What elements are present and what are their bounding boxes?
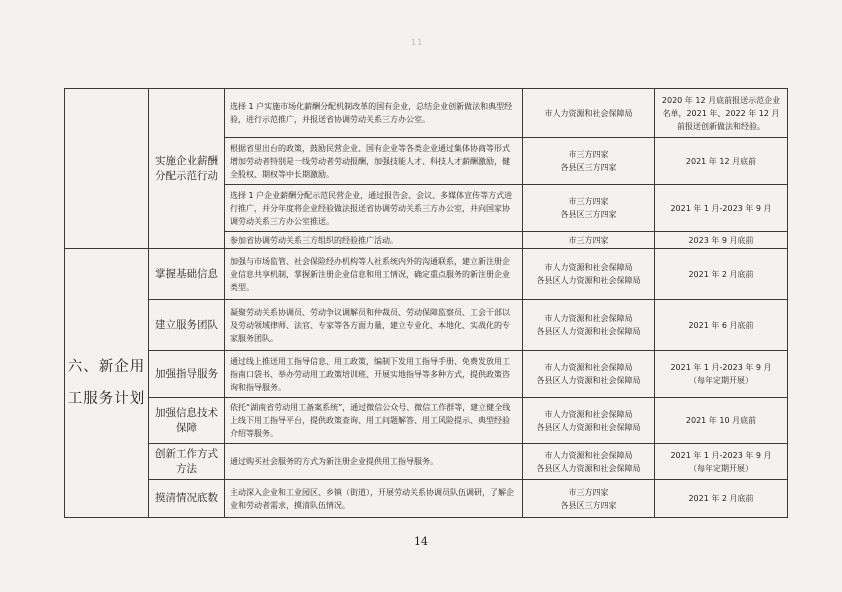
page-number: 14 xyxy=(414,535,428,548)
time-cell: 2023 年 9 月底前 xyxy=(655,232,788,249)
time-cell: 2021 年 6 月底前 xyxy=(655,300,788,351)
content-cell: 凝聚劳动关系协调员、劳动争议调解员和仲裁员、劳动保障监察员、工会干部以及劳动领域律师、法官、专家等各方面力量，建立专业化、本地化、实战化的专家服务团队。 xyxy=(225,300,523,351)
table-row xyxy=(65,300,788,351)
time-cell: 2021 年 10 月底前 xyxy=(655,398,788,444)
dept-cell: 市人力资源和社会保障局 各县区人力资源和社会保障局 xyxy=(523,300,655,351)
dept-cell: 市三方四家 xyxy=(523,232,655,249)
item-name-cell: 加强信息技术保障 xyxy=(149,398,225,444)
task-table xyxy=(64,88,788,518)
time-cell: 2021 年 1 月-2023 年 9 月 xyxy=(655,185,788,232)
content-cell: 通过线上推送用工指导信息、用工政策，编制下发用工指导手册、免费发放用工指南口袋书、举办劳动用工政策培训班、开展实地指导等多种方式，提供政策咨询和指导服务。 xyxy=(225,351,523,398)
section-cell-empty xyxy=(65,89,149,249)
dept-cell: 市人力资源和社会保障局 各县区人力资源和社会保障局 xyxy=(523,398,655,444)
dept-cell: 市人力资源和社会保障局 各县区人力资源和社会保障局 xyxy=(523,351,655,398)
dept-cell: 市三方四家 各县区三方四家 xyxy=(523,138,655,185)
item-name-cell: 创新工作方式方法 xyxy=(149,444,225,480)
dept-cell: 市人力资源和社会保障局 各县区人力资源和社会保障局 xyxy=(523,249,655,300)
dept-cell: 市三方四家 各县区三方四家 xyxy=(523,480,655,518)
item-name-cell: 掌握基础信息 xyxy=(149,249,225,300)
content-cell: 选择 1 户实施市场化薪酬分配机制改革的国有企业，总结企业创新做法和典型经验，进行示范推广，并报送省协调劳动关系三方办公室。 xyxy=(225,89,523,138)
item-name-cell: 摸清情况底数 xyxy=(149,480,225,518)
table-row xyxy=(65,351,788,398)
item-name-cell: 实施企业薪酬分配示范行动 xyxy=(149,89,225,249)
item-name-cell: 加强指导服务 xyxy=(149,351,225,398)
section-title-cell xyxy=(65,249,149,518)
table-row xyxy=(65,398,788,444)
time-cell: 2021 年 2 月底前 xyxy=(655,249,788,300)
content-cell: 根据省里出台的政策，鼓励民营企业、国有企业等各类企业通过集体协商等形式增加劳动者特别是一线劳动者劳动报酬，加强技能人才、科技人才薪酬激励，健全股权、期权等中长期激励。 xyxy=(225,138,523,185)
faint-page-mark: 11 xyxy=(411,38,424,47)
table-row xyxy=(65,444,788,480)
item-name-cell: 建立服务团队 xyxy=(149,300,225,351)
dept-cell: 市人力资源和社会保障局 xyxy=(523,89,655,138)
content-cell: 加强与市场监管、社会保险经办机构等人社系统内外的沟通联系，建立新注册企业信息共享机制，掌握新注册企业信息和用工情况，确定重点服务的新注册企业类型。 xyxy=(225,249,523,300)
time-cell: 2020 年 12 月底前报送示范企业 名单，2021 年、2022 年 12 月 前报送创新做法和经验。 xyxy=(655,89,788,138)
time-cell: 2021 年 2 月底前 xyxy=(655,480,788,518)
dept-cell: 市人力资源和社会保障局 各县区人力资源和社会保障局 xyxy=(523,444,655,480)
dept-cell: 市三方四家 各县区三方四家 xyxy=(523,185,655,232)
content-cell: 选择 1 户企业薪酬分配示范民营企业，通过报告会、会议、多媒体宣传等方式进行推广，并分年度将企业经验做法报送省协调劳动关系三方办公室，并向国家协调劳动关系三方办公室推送。 xyxy=(225,185,523,232)
content-cell: 通过购买社会服务的方式为新注册企业提供用工指导服务。 xyxy=(225,444,523,480)
content-cell: 依托“湖南省劳动用工备案系统”，通过微信公众号、微信工作群等，建立健全线上线下用工指导平台，提供政策查询、用工问题解答、用工风险提示、典型经验介绍等服务。 xyxy=(225,398,523,444)
table-row xyxy=(65,89,788,138)
section-title-line: 工服务计划 xyxy=(67,391,146,407)
table-row xyxy=(65,249,788,300)
content-cell: 主动深入企业和工业园区、乡镇（街道），开展劳动关系协调员队伍调研，了解企业和劳动者需求，摸清队伍情况。 xyxy=(225,480,523,518)
section-title-line: 六、新企用 xyxy=(67,359,146,375)
time-cell: 2021 年 1 月-2023 年 9 月 （每年定期开展） xyxy=(655,351,788,398)
time-cell: 2021 年 12 月底前 xyxy=(655,138,788,185)
table-row xyxy=(65,480,788,518)
content-cell: 参加省协调劳动关系三方组织的经验推广活动。 xyxy=(225,232,523,249)
time-cell: 2021 年 1 月-2023 年 9 月 （每年定期开展） xyxy=(655,444,788,480)
